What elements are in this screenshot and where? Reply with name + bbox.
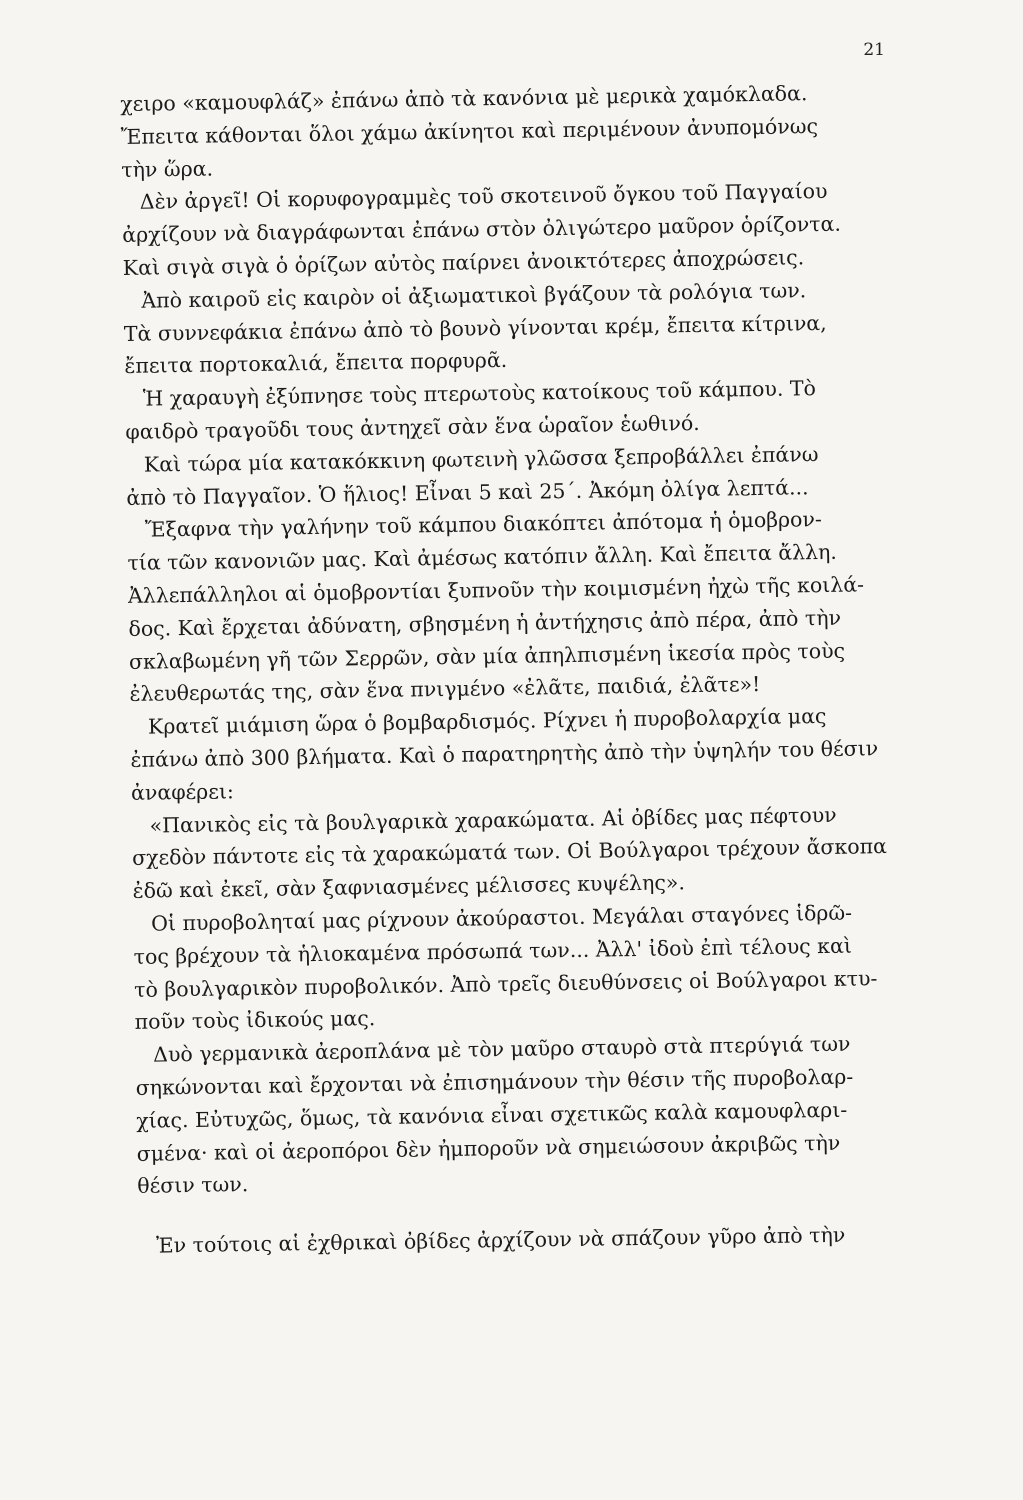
text-line: Δυὸ γερμανικὰ ἀεροπλάνα μὲ τὸν μαῦρο σταυρὸ στὰ πτερύγιά των bbox=[152, 1031, 851, 1067]
text-line: Ἐν τούτοις αἱ ἐχθρικαὶ ὀβίδες ἀρχίζουν νὰ σπάζουν γῦρο ἀπὸ τὴν bbox=[155, 1222, 846, 1258]
text-line: Τὰ συννεφάκια ἐπάνω ἀπὸ τὸ βουνὸ γίνονται κρέμ, ἔπειτα κίτρινα, bbox=[123, 310, 827, 346]
text-line: ἐπάνω ἀπὸ 300 βλήματα. Καὶ ὁ παρατηρητὴς ἀπὸ τὴν ὑψηλήν του θέσιν bbox=[130, 736, 879, 772]
text-line: χίας. Εὐτυχῶς, ὅμως, τὰ κανόνια εἶναι σχετικῶς καλὰ καμουφλαρι- bbox=[136, 1097, 848, 1133]
text-line: σχεδὸν πάντοτε εἰς τὰ χαρακώματά των. Οἱ Βούλγαροι τρέχουν ἄσκοπα bbox=[131, 834, 888, 871]
text-line: τὸ βουλγαρικὸν πυροβολικόν. Ἀπὸ τρεῖς διευθύνσεις οἱ Βούλγαροι κτυ- bbox=[133, 965, 878, 1002]
body-text bbox=[120, 76, 928, 1263]
text-line: Οἱ πυροβοληταί μας ρίχνουν ἀκούραστοι. Μεγάλαι σταγόνες ἱδρῶ- bbox=[150, 900, 853, 936]
page-number: 21 bbox=[863, 40, 885, 60]
text-line: ἀπὸ τὸ Παγγαῖον. Ὁ ἥλιος! Εἶναι 5 καὶ 25΄. Ἀκόμη ὀλίγα λεπτά... bbox=[126, 474, 809, 510]
text-line: Ἀλλεπάλληλοι αἱ ὁμοβροντίαι ξυπνοῦν τὴν κοιμισμένη ἠχὼ τῆς κοιλά- bbox=[127, 572, 865, 608]
text-line: χειρο «καμουφλάζ» ἐπάνω ἀπὸ τὰ κανόνια μὲ μερικὰ χαμόκλαδα. bbox=[120, 81, 808, 116]
text-line: Ἀπὸ καιροῦ εἰς καιρὸν οἱ ἀξιωματικοὶ βγάζουν τὰ ρολόγια των. bbox=[141, 278, 807, 313]
text-line: σηκώνονται καὶ ἔρχονται νὰ ἐπισημάνουν τὴν θέσιν τῆς πυροβολαρ- bbox=[135, 1064, 854, 1100]
text-line: Ἡ χαραυγὴ ἐξύπνησε τοὺς πτερωτοὺς κατοίκους τοῦ κάμπου. Τὸ bbox=[142, 376, 817, 411]
text-line: ἀναφέρει: bbox=[130, 779, 234, 805]
text-line: ἀρχίζουν νὰ διαγράφωνται ἐπάνω στὸν ὀλιγώτερο μαῦρον ὁρίζοντα. bbox=[122, 211, 842, 248]
text-line: θέσιν των. bbox=[137, 1172, 249, 1199]
text-line: σμένα· καὶ οἱ ἀεροπόροι δὲν ἠμποροῦν νὰ σημειώσουν ἀκριβῶς τὴν bbox=[136, 1130, 841, 1166]
text-line: Δὲν ἀργεῖ! Οἱ κορυφογραμμὲς τοῦ σκοτεινοῦ ὄγκου τοῦ Παγγαίου bbox=[139, 179, 828, 215]
text-line: ἐλευθερωτάς της, σὰν ἕνα πνιγμένο «ἐλᾶτε, παιδιά, ἐλᾶτε»! bbox=[129, 672, 761, 707]
text-line: δος. Καὶ ἔρχεται ἀδύνατη, σβησμένη ἡ ἀντήχησις ἀπὸ πέρα, ἀπὸ τὴν bbox=[128, 605, 842, 641]
text-line: ἐδῶ καὶ ἐκεῖ, σὰν ξαφνιασμένες μέλισσες κυψέλης». bbox=[132, 870, 686, 904]
text-line: ἔπειτα πορτοκαλιά, ἔπειτα πορφυρᾶ. bbox=[124, 348, 508, 379]
text-line: Ἔξαφνα τὴν γαλήνην τοῦ κάμπου διακόπτει ἀπότομα ἡ ὁμοβρον- bbox=[144, 507, 823, 543]
text-line: τὴν ὥρα. bbox=[121, 156, 214, 182]
text-line: Ἔπειτα κάθονται ὅλοι χάμω ἀκίνητοι καὶ περιμένουν ἀνυπομόνως bbox=[120, 113, 819, 149]
text-line: Καὶ τώρα μία κατακόκκινη φωτεινὴ γλῶσσα ξεπροβάλλει ἐπάνω bbox=[143, 441, 819, 477]
text-line: σκλαβωμένη γῆ τῶν Σερρῶν, σὰν μία ἀπηλπισμένη ἱκεσία πρὸς τοὺς bbox=[128, 638, 846, 674]
text-line: «Πανικὸς εἰς τὰ βουλγαρικὰ χαρακώματα. Αἱ ὀβίδες μας πέφτουν bbox=[149, 802, 837, 838]
text-line: Καὶ σιγὰ σιγὰ ὁ ὁρίζων αὐτὸς παίρνει ἀνοικτότερες ἀποχρώσεις. bbox=[122, 245, 805, 280]
text-line: ποῦν τοὺς ἰδικούς μας. bbox=[134, 1006, 376, 1035]
text-line: τία τῶν κανονιῶν μας. Καὶ ἀμέσως κατόπιν ἄλλη. Καὶ ἔπειτα ἄλλη. bbox=[127, 539, 838, 576]
text-line: τος βρέχουν τὰ ἡλιοκαμένα πρόσωπά των... Ἀλλ' ἰδοὺ ἐπὶ τέλους καὶ bbox=[133, 933, 853, 969]
text-line: φαιδρὸ τραγοῦδι τους ἀντηχεῖ σὰν ἕνα ὡραῖον ἑωθινό. bbox=[125, 410, 700, 444]
text-line: Κρατεῖ μιάμιση ὥρα ὁ βομβαρδισμός. Ρίχνει ἡ πυροβολαρχία μας bbox=[147, 704, 827, 739]
